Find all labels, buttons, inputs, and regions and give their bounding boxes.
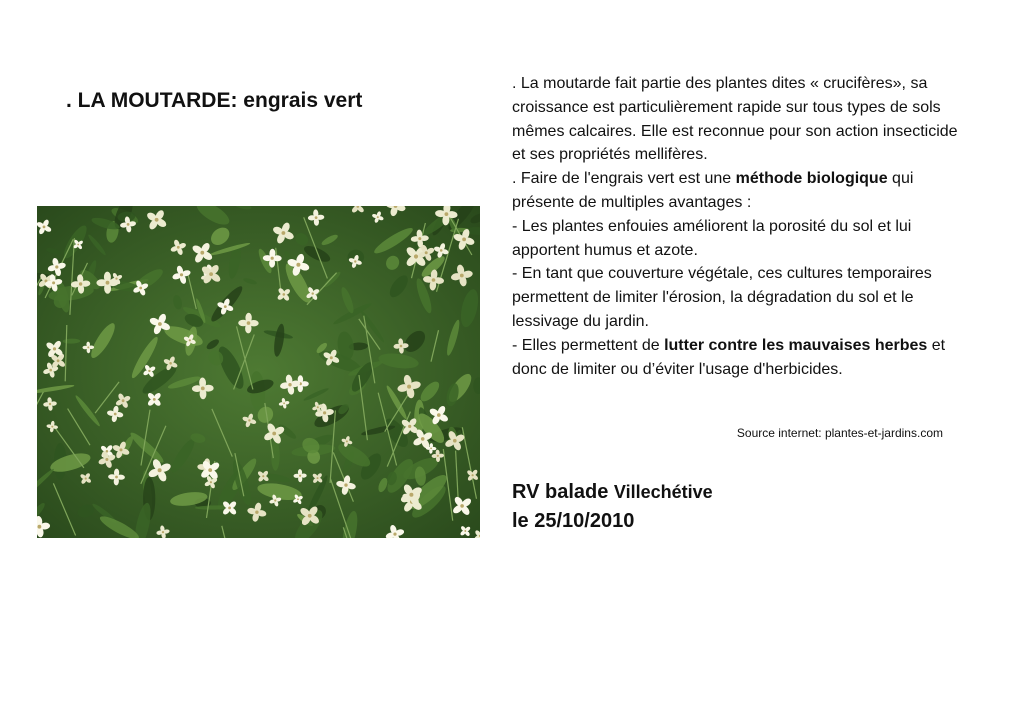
description-text	[512, 72, 964, 419]
source-credit: Source internet: plantes-et-jardins.com	[736, 426, 943, 440]
event-title: RV balade Villechétive	[512, 481, 713, 503]
bold-method: méthode biologique	[735, 170, 888, 188]
paragraph-porosity: - Les plantes enfouies améliorent la porosité du sol et lui apportent humus et azote.	[512, 217, 912, 259]
paragraph-method: . Faire de l'engrais vert est une méthode biologique qui présente de multiples avantages :	[512, 170, 914, 211]
paragraph-intro: . La moutarde fait partie des plantes dites « crucifères», sa croissance est particulièrement rapide sur tous types de sols mêmes calcaires. Elle est reconnue pour son action insecticide et ses propriétés mellifères.	[512, 75, 958, 164]
bold-weeds: lutter contre les mauvaises herbes	[664, 336, 928, 354]
paragraph-weeds: - Elles permettent de lutter contre les mauvaises herbes et donc de limiter ou d’éviter l'usage d'herbicides.	[512, 336, 946, 378]
paragraph-cover: - En tant que couverture végétale, ces cultures temporaires permettent de limiter l'érosion, la dégradation du sol et le lessivage du jardin.	[512, 265, 932, 330]
mustard-photo	[37, 206, 480, 538]
page-title: . LA MOUTARDE: engrais vert	[66, 89, 363, 112]
event-date: le 25/10/2010	[512, 510, 635, 532]
event-info	[512, 478, 713, 536]
